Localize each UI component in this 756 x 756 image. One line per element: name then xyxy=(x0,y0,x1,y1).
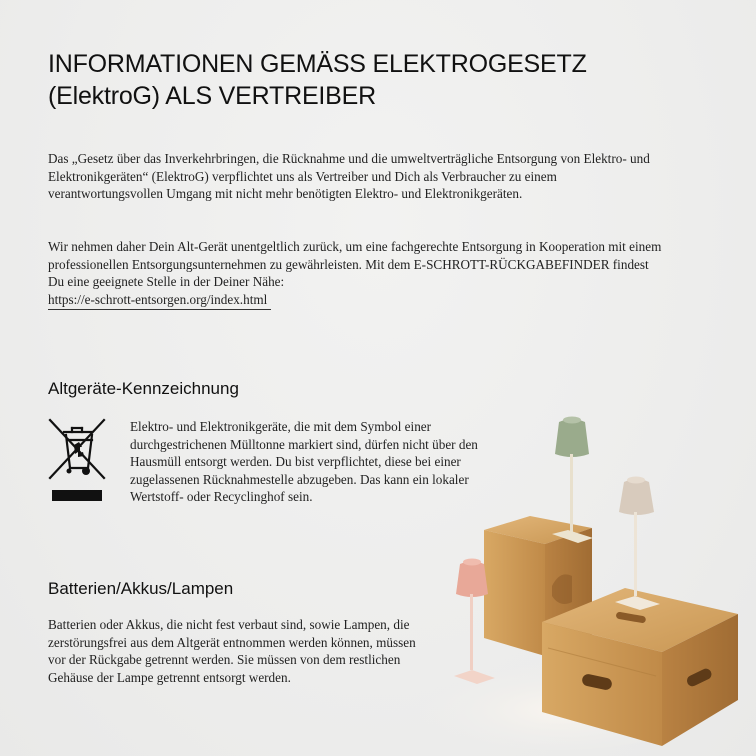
batterien-text: Batterien oder Akkus, die nicht fest verbaut sind, sowie Lampen, die zerstörungsfrei aus dem Altgerät entnommen werden können, müssen vor der Rückgabe getrennt werden. Sie müssen von dem restlichen Gehäuse der Lampe getrennt entsorgt werden. xyxy=(48,617,416,685)
e-schrott-link[interactable]: https://e-schrott-entsorgen.org/index.html xyxy=(48,291,271,311)
intro-paragraph-1: Das „Gesetz über das Inverkehrbringen, die Rücknahme und die umweltverträgliche Entsorgung von Elektro- und Elektronikgeräten“ (ElektroG) verpflichtet uns als Vertreiber und Dich als Verbraucher zu einem verantwortungsvollen Umgang mit nicht mehr benötigten Elektro- und Elektronikgeräten. xyxy=(48,151,650,201)
page-title-line-1: INFORMATIONEN GEMÄSS ELEKTROGESETZ xyxy=(48,50,587,78)
batterien-heading: Batterien/Akkus/Lampen xyxy=(48,579,234,598)
product-photo-lamps-on-wooden-boxes xyxy=(420,400,756,756)
intro-paragraph-2: Wir nehmen daher Dein Alt-Gerät unentgeltlich zurück, um eine fachgerechte Entsorgung in Kooperation mit einem professionellen Entsorgungsunternehmen zu gewährleisten. Mit dem E-SCHROTT-RÜCKGABEFINDER findest Du eine geeignete Stelle in der Deiner Nähe: xyxy=(48,239,662,289)
altgeraete-heading: Altgeräte-Kennzeichnung xyxy=(48,379,239,398)
page-title-line-2: (ElektroG) ALS VERTREIBER xyxy=(48,82,376,110)
altgeraete-text: Elektro- und Elektronikgeräte, die mit dem Symbol einer durchgestrichenen Mülltonne markiert sind, dürfen nicht über den Hausmüll entsorgt werden. Du bist verpflichtet, diese bei einer zugelassenen Rücknahmestelle abzugeben. Das kann ein lokaler Wertstoff- oder Recyclinghof sein. xyxy=(130,419,478,504)
crossed-out-wheelie-bin-icon xyxy=(48,418,106,506)
intro-paragraph-2-block xyxy=(48,238,668,310)
page-title xyxy=(48,48,688,112)
